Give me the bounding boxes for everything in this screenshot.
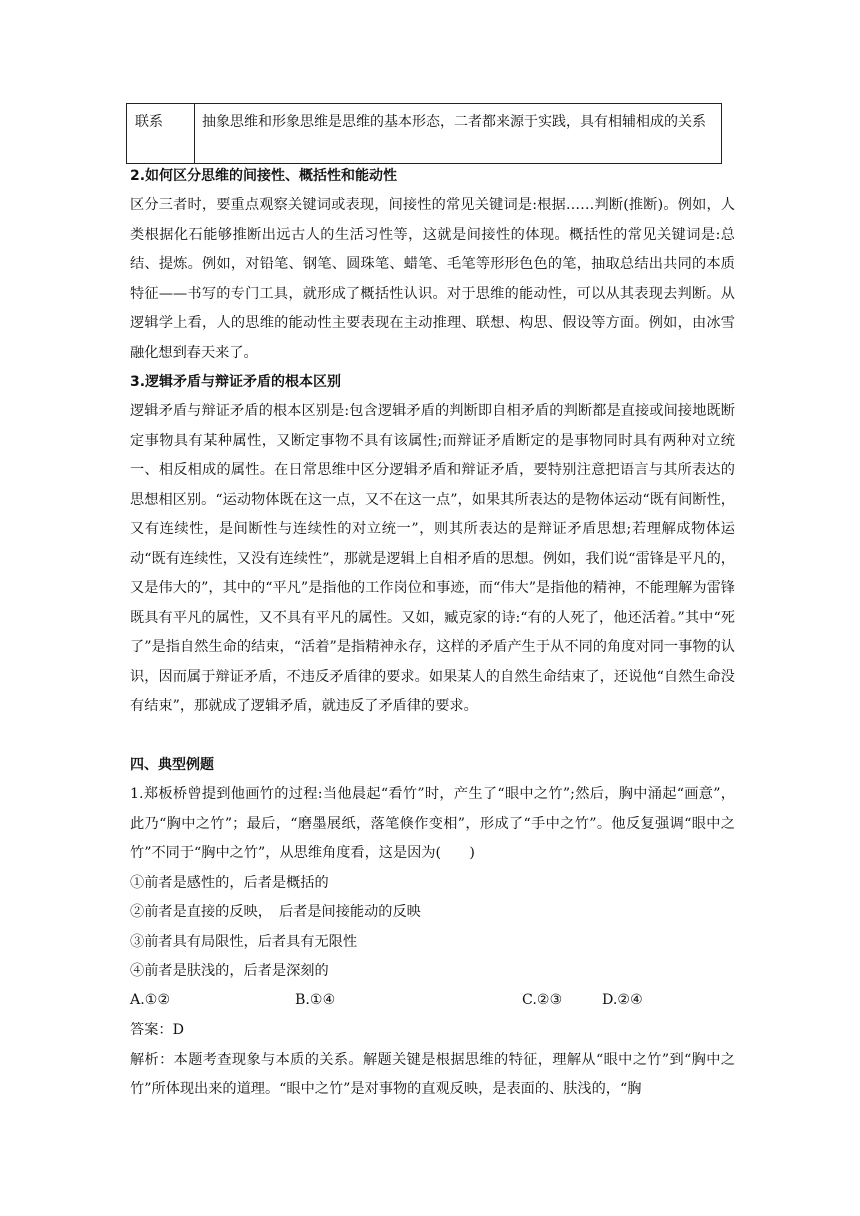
table-row-content: 抽象思维和形象思维是思维的基本形态，二者都来源于实践，具有相辅相成的关系 xyxy=(202,114,706,130)
analysis-text: 解析：本题考查现象与本质的关系。解题关键是根据思维的特征，理解从“眼中之竹”到“胸中之竹”所体现出来的道理。“眼中之竹”是对事物的直观反映，是表面的、肤浅的，“胸 xyxy=(130,1051,735,1097)
question-item: ④前者是肤浅的，后者是深刻的 xyxy=(130,963,329,979)
comparison-table xyxy=(126,103,722,164)
answer-options xyxy=(130,987,735,1017)
section-2 xyxy=(130,162,735,368)
option-d: D.②④ xyxy=(602,991,643,1008)
option-b: B.①④ xyxy=(295,991,336,1008)
section-2-body: 区分三者时，要重点观察关键词或表现，间接性的常见关键词是:根据……判断(推断)。例如，人类根据化石能够推断出远古人的生活习性等，这就是间接性的体现。概括性的常见关键词是:总结、提炼。例如，对铅笔、钢笔、圆珠笔、蜡笔、毛笔等形形色色的笔，抽取总结出共同的本质特征——书写的专门工具，就形成了概括性认识。对于思维的能动性，可以从其表现去判断。从逻辑学上看，人的思维的能动性主要表现在主动推理、联想、构思、假设等方面。例如，由冰雪融化想到春天来了。 xyxy=(130,197,735,361)
question-stem: 1.郑板桥曾提到他画竹的过程:当他晨起“看竹”时，产生了“眼中之竹”;然后，胸中涌起“画意”，此乃“胸中之竹”；最后，“磨墨展纸，落笔倏作变相”，形成了“手中之竹”。他反复强调“眼中之竹”不同于“胸中之竹”，从思维角度看，这是因为( ) xyxy=(130,786,735,861)
question-item: ①前者是感性的，后者是概括的 xyxy=(130,874,329,891)
section-4 xyxy=(130,751,735,1105)
option-c: C.②③ xyxy=(522,991,563,1008)
section-4-heading: 四、典型例题 xyxy=(130,757,214,773)
section-3-body: 逻辑矛盾与辩证矛盾的根本区别是:包含逻辑矛盾的判断即自相矛盾的判断都是直接或间接地既断定事物具有某种属性，又断定事物不具有该属性;而辩证矛盾断定的是事物同时具有两种对立统一、相反相成的属性。在日常思维中区分逻辑矛盾和辩证矛盾，要特别注意把语言与其所表达的思想相区别。“运动物体既在这一点，又不在这一点”，如果其所表达的是物体运动“既有间断性，又有连续性，是间断性与连续性的对立统一”，则其所表达的是辩证矛盾思想;若理解成物体运动“既有连续性，又没有连续性”，那就是逻辑上自相矛盾的思想。例如，我们说“雷锋是平凡的，又是伟大的”，其中的“平凡”是指他的工作岗位和事迹，而“伟大”是指他的精神，不能理解为雷锋既具有平凡的属性，又不具有平凡的属性。又如，臧克家的诗:“有的人死了，他还活着。”其中“死了”是指自然生命的结束，“活着”是指精神永存，这样的矛盾产生于从不同的角度对同一事物的认识，因而属于辩证矛盾，不违反矛盾律的要求。如果某人的自然生命结束了，还说他“自然生命没有结束”，那就成了逻辑矛盾，就违反了矛盾律的要求。 xyxy=(130,403,735,714)
section-3 xyxy=(130,368,735,722)
option-a: A.①② xyxy=(130,991,171,1008)
section-2-heading: 2.如何区分思维的间接性、概括性和能动性 xyxy=(130,168,398,184)
answer-line: 答案：D xyxy=(130,1022,184,1038)
question-item: ③前者具有局限性，后者具有无限性 xyxy=(130,933,358,950)
table-row-label: 联系 xyxy=(127,104,195,163)
question-item: ②前者是直接的反映， 后者是间接能动的反映 xyxy=(130,904,421,920)
section-3-heading: 3.逻辑矛盾与辩证矛盾的根本区别 xyxy=(130,374,342,390)
